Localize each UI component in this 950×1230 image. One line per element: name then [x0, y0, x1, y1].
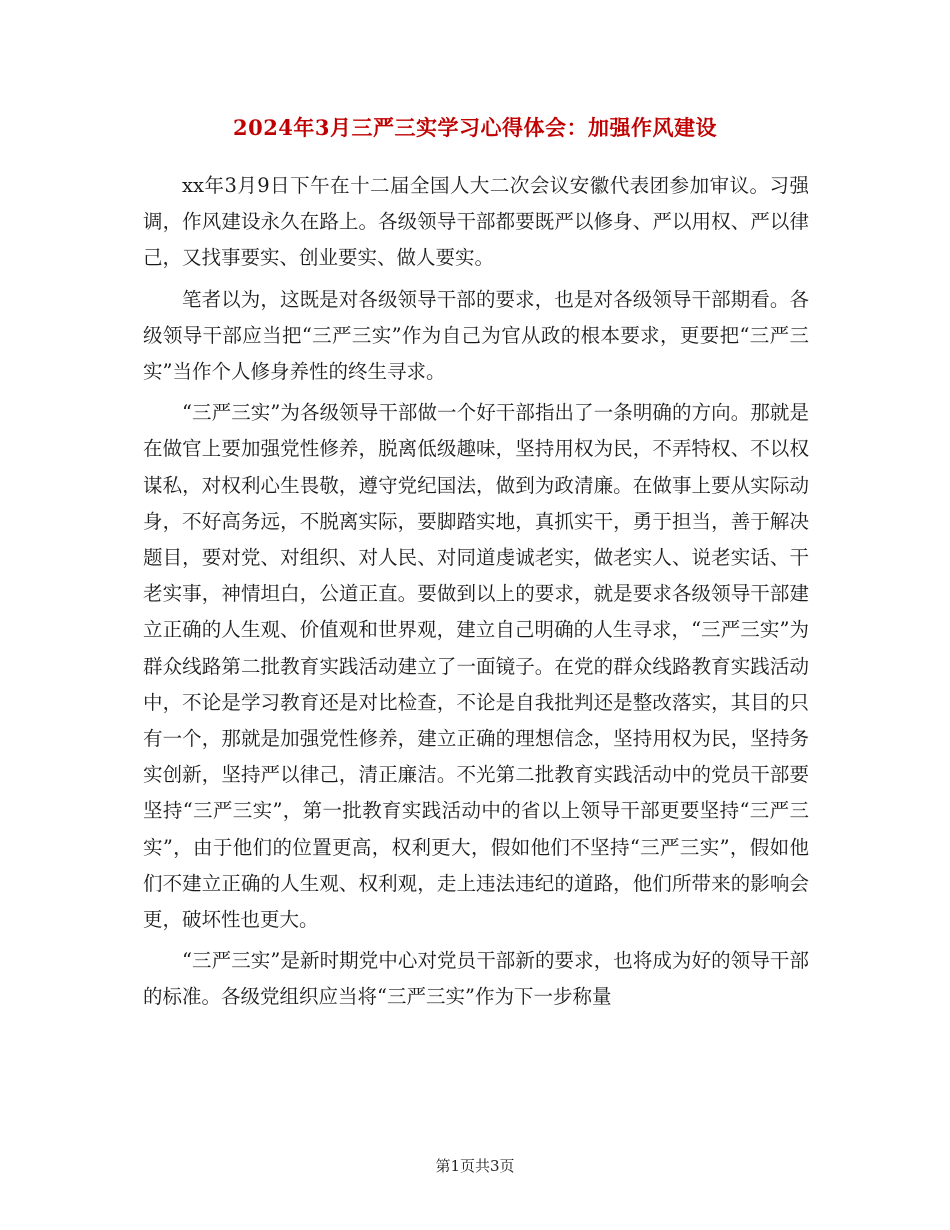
document-title: 2024年3月三严三实学习心得体会：加强作风建设	[232, 115, 718, 140]
paragraph-1: xx年3月9日下午在十二届全国人大二次会议安徽代表团参加审议。习强调，作风建设永久在路上。各级领导干部都要既严以修身、严以用权、严以律己，又找事要实、创业要实、做人要实。	[143, 174, 809, 270]
page-number-footer: 第1页共3页	[435, 1157, 515, 1175]
paragraph-3: “三严三实”为各级领导干部做一个好干部指出了一条明确的方向。那就是在做官上要加强党性修养，脱离低级趣味，坚持用权为民，不弄特权、不以权谋私，对权利心生畏敬，遵守党纪国法，做到为政清廉。在做事上要从实际动身，不好高务远，不脱离实际，要脚踏实地，真抓实干，勇于担当，善于解决题目，要对党、对组织、对人民、对同道虔诚老实，做老实人、说老实话、干老实事，神情坦白，公道正直。要做到以上的要求，就是要求各级领导干部建立正确的人生观、价值观和世界观，建立自己明确的人生寻求，“三严三实”为群众线路第二批教育实践活动建立了一面镜子。在党的群众线路教育实践活动中，不论是学习教育还是对比检查，不论是自我批判还是整改落实，其目的只有一个，那就是加强党性修养，建立正确的理想信念，坚持用权为民，坚持务实创新，坚持严以律己，清正廉洁。不光第二批教育实践活动中的党员干部要坚持“三严三实”，第一批教育实践活动中的省以上领导干部更要坚持“三严三实”，由于他们的位置更高，权利更大，假如他们不坚持“三严三实”，假如他们不建立正确的人生观、权利观，走上违法违纪的道路，他们所带来的影响会更，破坏性也更大。	[143, 401, 809, 932]
document-body	[143, 168, 809, 1021]
paragraph-4: “三严三实”是新时期党中心对党员干部新的要求，也将成为好的领导干部的标准。各级党组织应当将“三严三实”作为下一步称量	[143, 949, 809, 1009]
paragraph-2: 笔者以为，这既是对各级领导干部的要求，也是对各级领导干部期看。各级领导干部应当把“三严三实”作为自己为官从政的根本要求，更要把“三严三实”当作个人修身养性的终生寻求。	[143, 287, 809, 384]
